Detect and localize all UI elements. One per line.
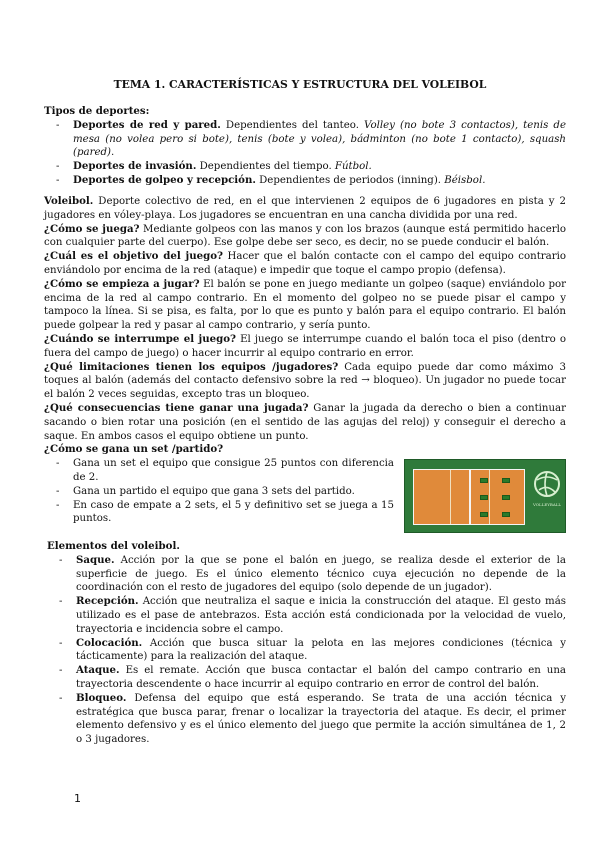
tipos-list [44, 119, 566, 188]
player-marker [502, 478, 510, 483]
page-number: 1 [74, 792, 81, 805]
item-examples: Volley (no bote 3 contactos), tenis de mesa (no volea pero si bote), tenis (bote y volea), bádminton (no bote 1 contacto), squash (pared). [73, 119, 566, 159]
item-bold: Colocación. [76, 636, 143, 649]
set-list [44, 457, 394, 526]
list-item: - En caso de empate a 2 sets, el 5 y definitivo set se juega a 15 puntos. [44, 499, 394, 527]
player-marker [502, 512, 510, 517]
item-bold: Deportes de golpeo y recepción. [73, 173, 256, 186]
list-item [47, 595, 566, 636]
answer: El balón se pone en juego mediante un golpeo (saque) enviándolo por encima de la red al campo contrario. En el momento del golpeo no se puede pisar el campo y tampoco la línea. Si se pisa, es falta, por lo que es punto y balón para el equipo contrario. El balón puede golpear la red y pasar al campo contrario, y sería punto. [44, 278, 567, 332]
answer: El juego se interrumpe cuando el balón toca el piso (dentro o fuera del campo de juego) o hacer incurrir al equipo contrario en error. [44, 333, 566, 359]
qa-item [44, 333, 566, 361]
item-text: Acción que neutraliza el saque e inicia la construcción del ataque. El gesto más utilizado es el pase de antebrazos. Esta acción está condicionada por la velocidad de vuelo, trayectoria e incidencia sobre el campo. [76, 596, 566, 635]
tipos-heading: Tipos de deportes: [44, 105, 150, 117]
qa-item [44, 402, 566, 443]
answer: Mediante golpeos con las manos y con los brazos (aunque está permitido hacerlo con cualquier parte del cuerpo). Ese golpe debe ser seco, es decir, no se puede conducir el balón. [44, 223, 566, 249]
item-examples: Fútbol. [334, 161, 372, 173]
question: ¿Cuál es el objetivo del juego? [44, 250, 224, 263]
question: ¿Cuándo se interrumpe el juego? [44, 332, 237, 345]
qa-item [44, 223, 566, 251]
item-examples: Béisbol. [444, 174, 486, 186]
list-item [44, 119, 566, 160]
player-marker [480, 478, 488, 483]
volleyball-court-image [404, 459, 566, 533]
logo-text: VOLLEYBALL [532, 502, 562, 507]
list-item [47, 554, 566, 595]
item-text: Dependientes de periodos (inning). [255, 174, 445, 186]
list-item [47, 692, 566, 747]
player-marker [480, 512, 488, 517]
player-marker [502, 495, 510, 500]
item-text: Dependientes del tanteo. [220, 119, 365, 131]
section-tipos [44, 105, 566, 188]
attack-line [450, 470, 451, 524]
item-text: Defensa del equipo que está esperando. Se trata de una acción técnica y estratégica que busca parar, frenar o localizar la trayectoria del ataque. Es decir, el primer elemento defensivo y es el único elemento del juego que permite la acción simultánea de 1, 2 o 3 jugadores. [76, 692, 566, 746]
question: ¿Qué consecuencias tiene ganar una jugada? [44, 401, 309, 414]
item-text: Dependientes del tiempo. [196, 161, 335, 173]
answer: Hacer que el balón contacte con el campo del equipo contrario enviándolo por encima de la red (ataque) e impedir que toque el campo propio (defensa). [44, 251, 567, 276]
volleyball-logo-icon [533, 470, 561, 498]
player-marker [480, 495, 488, 500]
answer: Cada equipo puede dar como máximo 3 toques al balón (además del contacto defensivo sobre la red → bloqueo). Un jugador no puede tocar el balón 2 veces seguidas, excepto tras un bloqueo. [44, 361, 566, 401]
list-item [47, 664, 566, 692]
elementos-heading: Elementos del voleibol. [47, 540, 180, 552]
item-bold: Deportes de red y pared. [73, 118, 221, 131]
list-item: - Gana un set el equipo que consigue 25 puntos con diferencia de 2. [44, 457, 394, 485]
voleibol-definition [44, 195, 566, 223]
item-bold: Bloqueo. [76, 691, 127, 704]
item-text: Acción que busca situar la pelota en las mejores condiciones (técnica y tácticamente) para la realización del ataque. [76, 637, 566, 663]
set-section [44, 443, 394, 526]
term: Voleibol. [44, 195, 94, 207]
page-title: TEMA 1. CARACTERÍSTICAS Y ESTRUCTURA DEL VOLEIBOL [113, 78, 487, 91]
question: ¿Cómo se juega? [44, 222, 140, 235]
item-bold: Saque. [76, 553, 115, 566]
item-bold: Deportes de invasión. [73, 160, 197, 173]
qa-item [44, 361, 566, 402]
list-item [44, 174, 566, 188]
list-item [44, 160, 566, 174]
answer: Ganar la jugada da derecho o bien a continuar sacando o bien rotar una posición (en el sentido de las agujas del reloj) y conseguir el derecho a saque. En ambos casos el equipo obtiene un punto. [44, 402, 566, 442]
net-line [469, 470, 471, 524]
qa-item [44, 250, 566, 278]
question: ¿Cómo se gana un set /partido? [44, 443, 224, 456]
item-text: Es el remate. Acción que busca contactar el balón del campo contrario en una trayectoria descendente o hace incurrir al equipo contrario en error de control del balón. [76, 665, 566, 690]
attack-line [489, 470, 490, 524]
elementos-list [47, 554, 566, 747]
question: ¿Cómo se empieza a jugar? [44, 277, 200, 290]
item-bold: Ataque. [76, 664, 120, 677]
question: ¿Qué limitaciones tienen los equipos /jugadores? [44, 360, 339, 373]
list-item: - Gana un partido el equipo que gana 3 sets del partido. [44, 485, 394, 499]
qa-item [44, 278, 566, 333]
court-field [413, 469, 525, 525]
section-elementos [47, 540, 566, 747]
definition-text: Deporte colectivo de red, en el que intervienen 2 equipos de 6 jugadores en pista y 2 jugadores en vóley-playa. Los jugadores se encuentran en una cancha dividida por una red. [44, 196, 566, 221]
item-text: Acción por la que se pone el balón en juego, se realiza desde el exterior de la superficie de juego. Es el único elemento técnico cuya ejecución no depende de la coordinación con el resto de jugadores del equipo (solo depende de un jugador). [76, 554, 566, 594]
item-bold: Recepción. [76, 595, 139, 608]
list-item [47, 637, 566, 665]
